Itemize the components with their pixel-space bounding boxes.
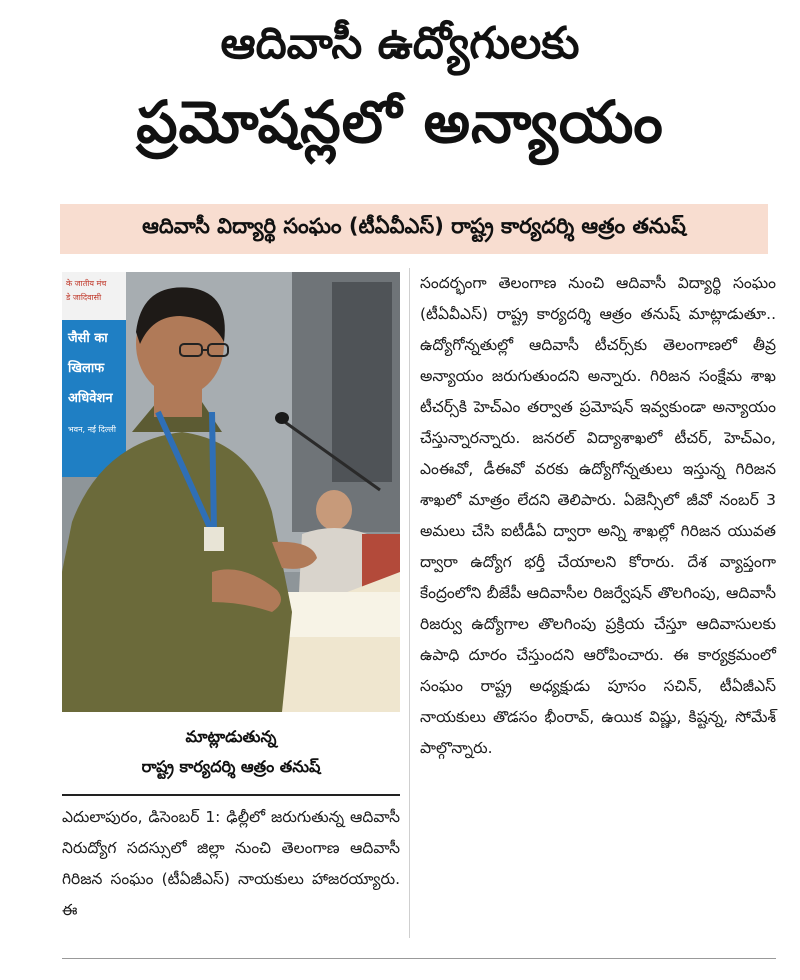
subhead-text: ఆదివాసీ విద్యార్థి సంఘం (టీఏవీఎస్) రాష్ట్ర కార్యదర్శి ఆత్రం తనుష్ <box>142 214 686 238</box>
news-photo <box>62 272 400 712</box>
banner <box>62 272 126 477</box>
banner-text-1: के जातीय मंच <box>66 279 107 288</box>
caption-divider <box>62 794 400 796</box>
banner-text-4: खिलाफ <box>68 361 105 376</box>
headline-line-1: ఆదివాసీ ఉద్యోగులకు <box>220 18 580 69</box>
banner-text-2: डे जादिवासी <box>66 293 102 302</box>
subhead-band <box>60 204 768 254</box>
banner-text-6: भवन, नई दिल्ली <box>68 425 116 434</box>
headline-line-2: ప్రమోషన్లలో అన్యాయం <box>136 88 664 156</box>
caption-line-2: రాష్ట్ర కార్యదర్శి ఆత్రం తనుష్ <box>141 757 321 776</box>
caption-line-1: మాట్లాడుతున్న <box>185 727 277 746</box>
banner-text-5: अधिवेशन <box>68 391 113 406</box>
column-divider <box>409 268 410 938</box>
bottom-rule <box>62 958 776 959</box>
photo-caption <box>62 722 400 782</box>
article-column-right: సందర్భంగా తెలంగాణ నుంచి ఆదివాసీ విద్యార్థి సంఘం (టీఏవీఎస్) రాష్ట్ర కార్యదర్శి ఆత్రం తనుష్ మాట్లాడుతూ.. ఉద్యోగోన్నతుల్లో ఆదివాసీ టీచర్స్‌కు తెలంగాణలో తీవ్ర అన్యాయం జరుగుతుందని అన్నారు. గిరిజన సంక్షేమ శాఖ టీచర్స్‌కి హెచ్ఎం తర్వాత ప్రమోషన్ ఇవ్వకుండా అన్యాయం చేస్తున్నారన్నారు. జనరల్ విద్యాశాఖలో టీచర్, హెచ్ఎం, ఎంఈవో, డీఈవో వరకు ఉద్యోగోన్నతులు ఇస్తున్న గిరిజన శాఖలో మాత్రం లేదని తెలిపారు. ఏజెన్సీలో జీవో నంబర్ 3 అమలు చేసి ఐటీడీఏ ద్వారా అన్ని శాఖల్లో గిరిజన యువత ద్వారా ఉద్యోగ భర్తీ చేయాలని కోరారు. దేశ వ్యాప్తంగా కేంద్రంలోని బీజేపీ ఆదివాసీల రిజర్వేషన్ తొలగింపు, ఆదివాసీ రిజర్వు ఉద్యోగాల తొలగింపు ప్రక్రియ చేస్తూ ఆదివాసులకు ఉపాధి దూరం చేస్తుందని ఆరోపించారు. ఈ కార్యక్రమంలో సంఘం రాష్ట్ర అధ్యక్షుడు పూసం సచిన్, టీఏజీఎస్ నాయకులు తొడసం భీంరావ్, ఉయిక విష్ణు, కిష్టన్న, సోమేశ్ పాల్గొన్నారు. <box>420 274 776 757</box>
article-column-left: ఎదులాపురం, డిసెంబర్ 1: ఢిల్లీలో జరుగుతున్న ఆదివాసీ నిరుద్యోగ సదస్సులో జిల్లా నుంచి తెలంగాణ ఆదివాసీ గిరిజన సంఘం (టీఏజీఎస్) నాయకులు హాజరయ్యారు. ఈ <box>62 808 400 919</box>
banner-text-3: जैसी का <box>68 331 108 346</box>
